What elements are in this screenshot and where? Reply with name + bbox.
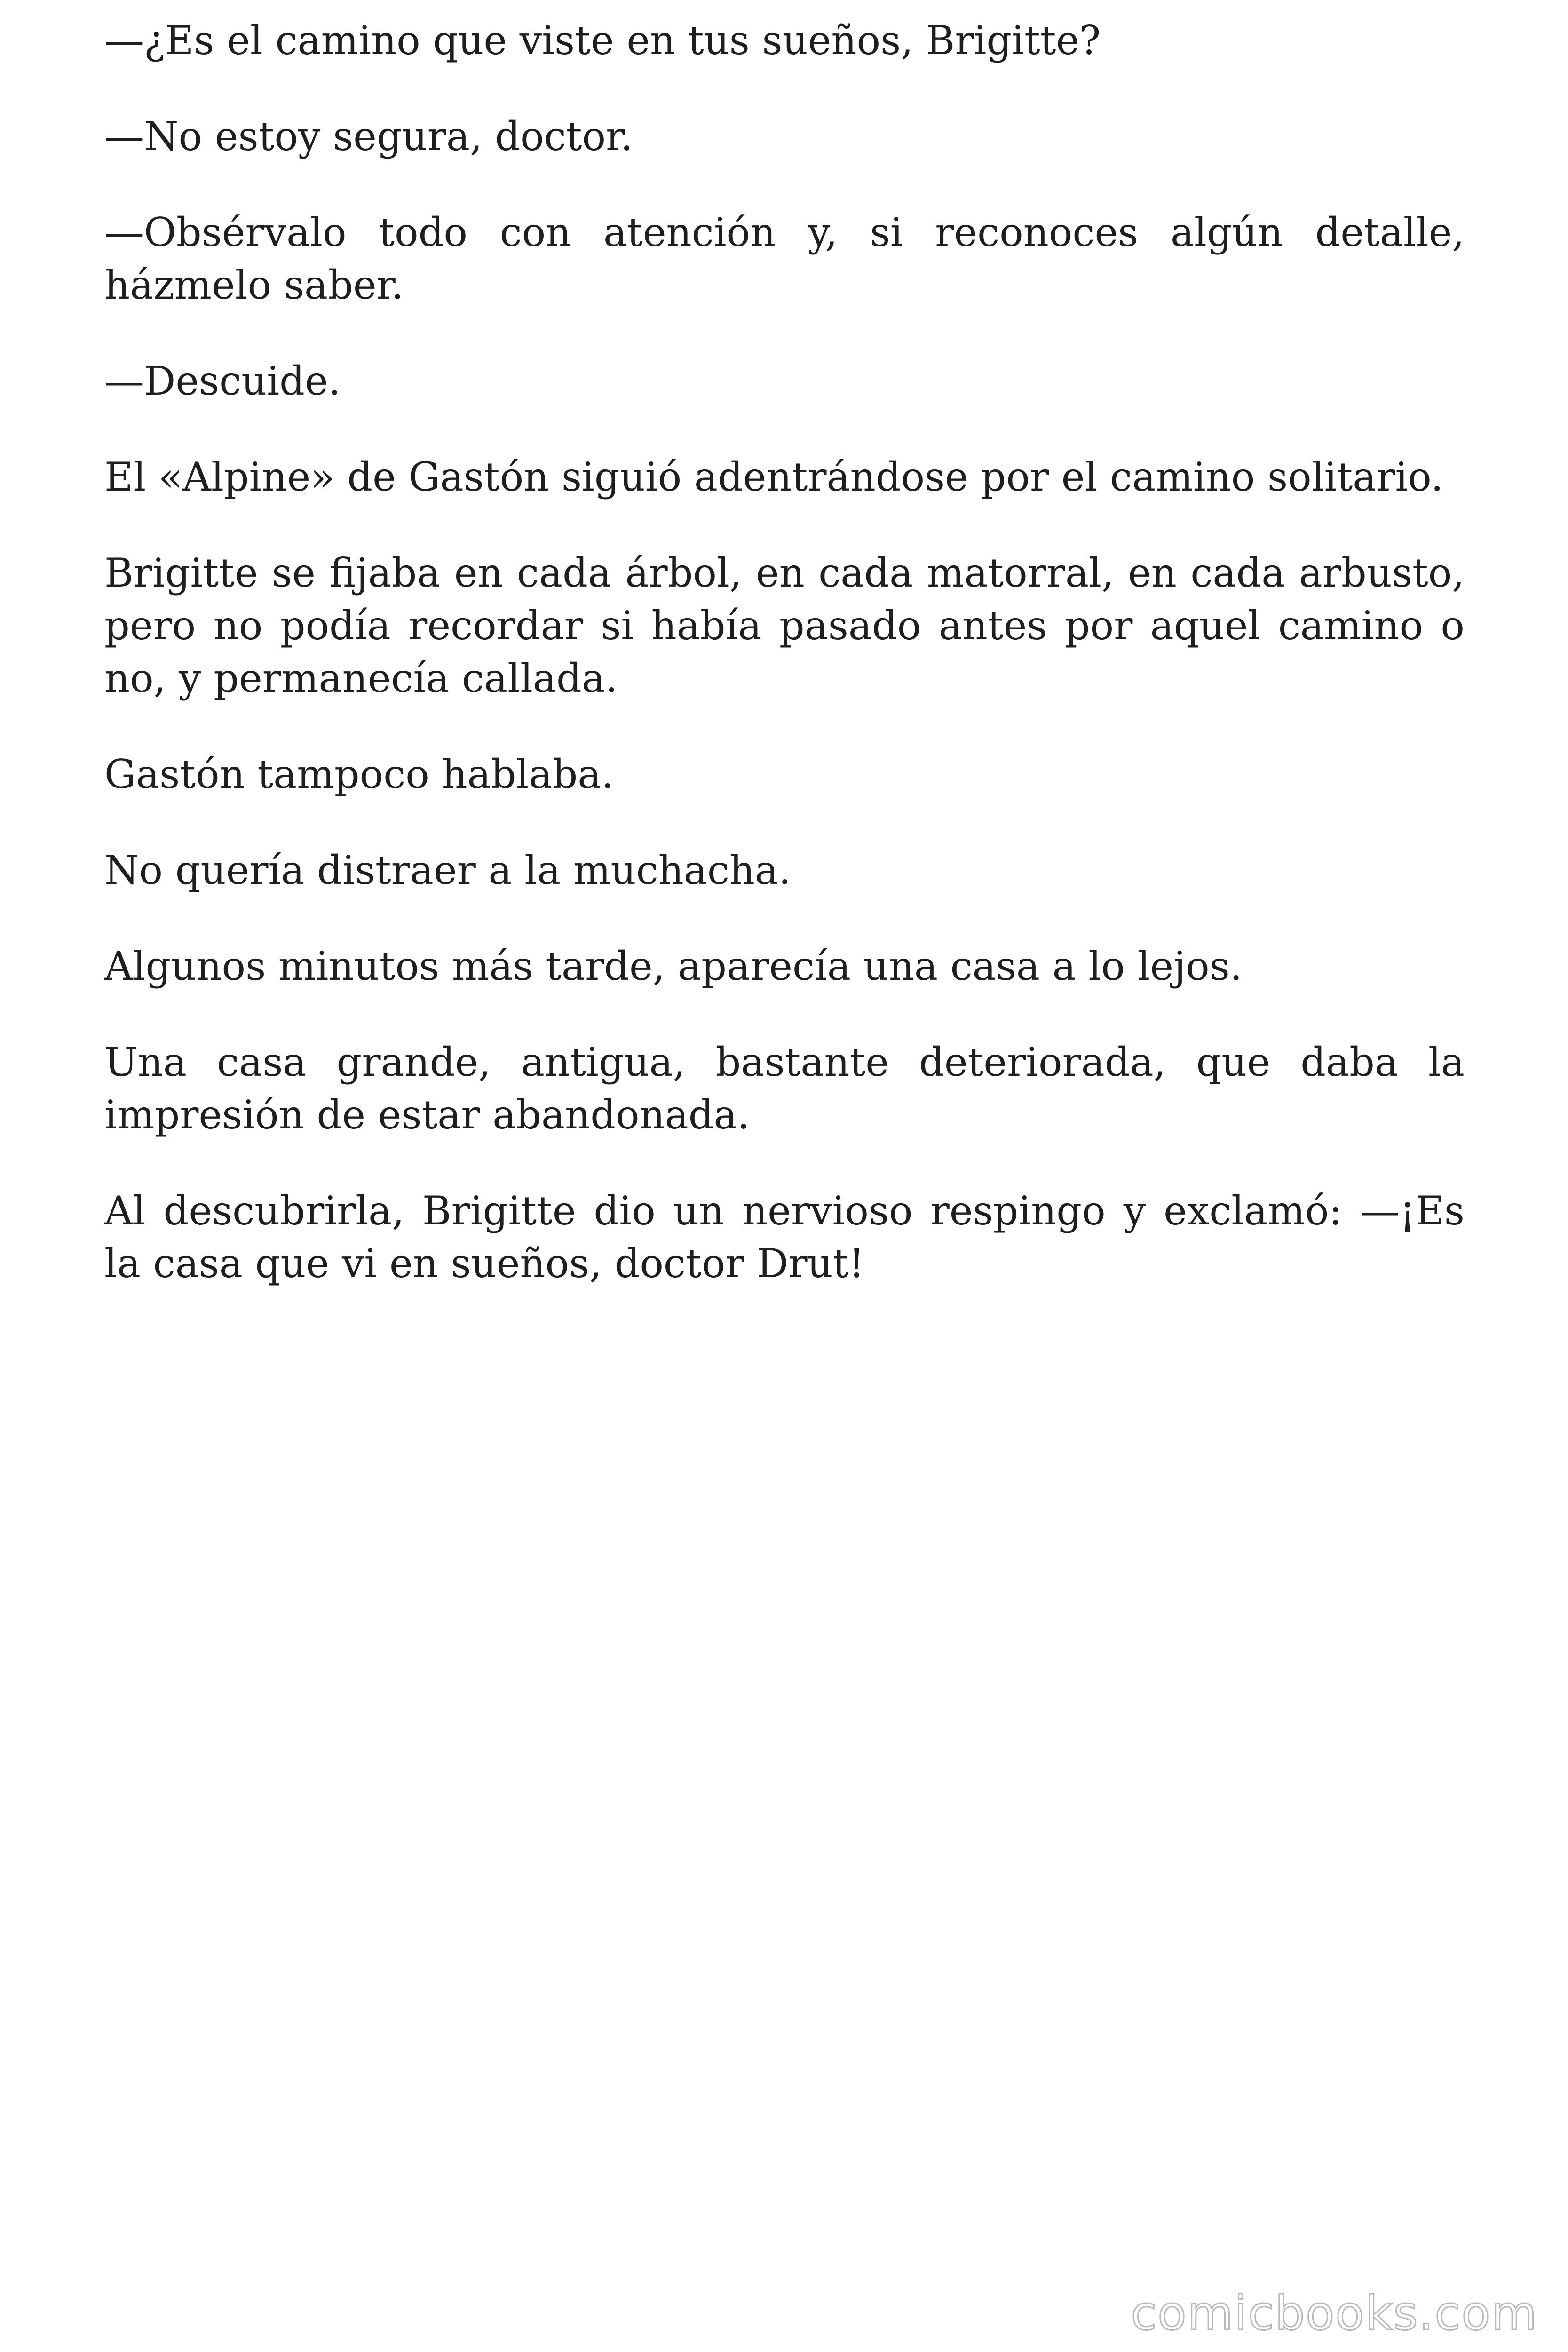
- paragraph-8: No quería distraer a la muchacha.: [104, 847, 791, 893]
- paragraph-2: —No estoy segura, doctor.: [104, 113, 633, 159]
- paragraph-10: Una casa grande, antigua, bastante deteriorada, que daba la impresión de estar abandonada.: [104, 1039, 1465, 1138]
- book-page-text: [104, 14, 1465, 1333]
- watermark-logo: comicbooks.com: [1131, 2286, 1538, 2341]
- paragraph-9: Algunos minutos más tarde, aparecía una casa a lo lejos.: [104, 943, 1243, 989]
- paragraph-4: —Descuide.: [104, 358, 341, 404]
- paragraph-3: —Obsérvalo todo con atención y, si reconoces algún detalle, házmelo saber.: [104, 209, 1465, 308]
- paragraph-7: Gastón tampoco hablaba.: [104, 751, 614, 797]
- paragraph-5: El «Alpine» de Gastón siguió adentrándose por el camino solitario.: [104, 454, 1444, 500]
- paragraph-1: —¿Es el camino que viste en tus sueños, Brigitte?: [104, 17, 1101, 64]
- paragraph-11: Al descubrirla, Brigitte dio un nervioso respingo y exclamó: —¡Es la casa que vi en sueños, doctor Drut!: [104, 1188, 1465, 1287]
- paragraph-6: Brigitte se fijaba en cada árbol, en cada matorral, en cada arbusto, pero no podía recordar si había pasado antes por aquel camino o no, y permanecía callada.: [104, 550, 1465, 701]
